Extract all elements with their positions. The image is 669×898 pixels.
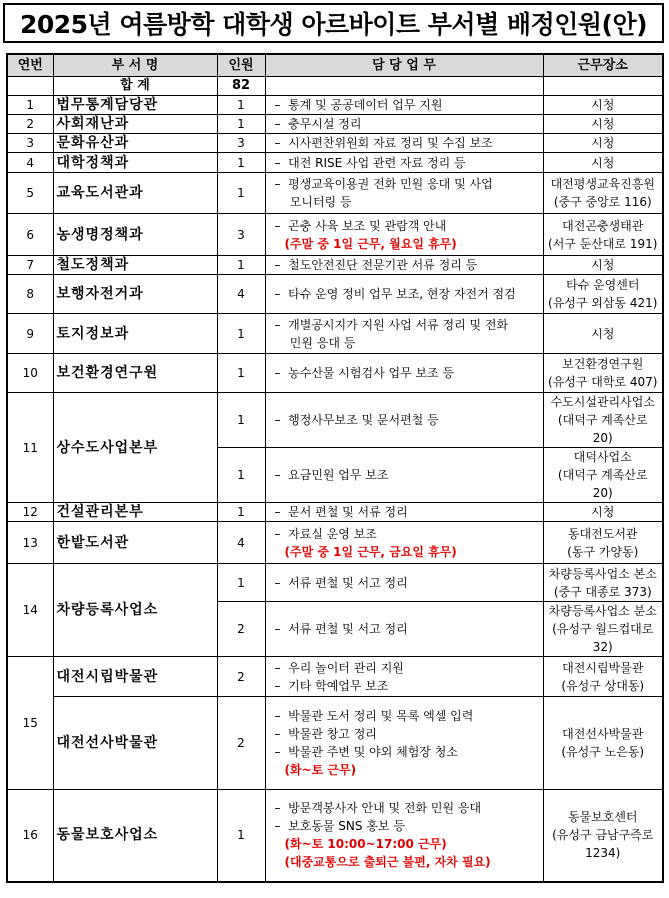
headcount: 1 (217, 564, 265, 602)
place-line: (대덕구 계족산로 20) (557, 413, 648, 445)
place-line: (유성구 외삼동 421) (548, 296, 658, 310)
duty-cell (265, 697, 543, 790)
duty-cell (265, 602, 543, 657)
headcount: 1 (217, 503, 265, 522)
row-number: 2 (7, 115, 53, 134)
dept-name: 사회재난과 (53, 115, 217, 134)
duty-line: – 기타 학예업무 보조 (274, 678, 389, 693)
table-row (7, 153, 663, 173)
work-place (543, 448, 663, 503)
work-place (543, 522, 663, 564)
place-line: (중구 중앙로 116) (553, 195, 652, 209)
place-line: 대전곤충생태관 (562, 218, 644, 233)
row-number: 6 (7, 214, 53, 256)
place-line: 차량등록사업소 본소 (548, 566, 657, 581)
dept-name: 철도정책과 (53, 256, 217, 275)
duty-line: – 통계 및 공공데이터 업무 지원 (274, 98, 443, 112)
duty-cell (265, 354, 543, 393)
table-row (7, 522, 663, 564)
table-row (7, 564, 663, 602)
header-duty: 담 당 업 무 (265, 54, 543, 77)
duty-line: – 타슈 운영 정비 업무 보조, 현장 자전거 점검 (274, 287, 516, 301)
page-title: 2025년 여름방학 대학생 아르바이트 부서별 배정인원(안) (3, 3, 664, 43)
dept-name: 상수도사업본부 (53, 393, 217, 503)
duty-cell (265, 503, 543, 522)
duty-cell (265, 173, 543, 214)
duty-line: – 박물관 창고 정리 (274, 727, 377, 741)
table-header-row (7, 54, 663, 77)
dept-name: 법무통계담당관 (53, 96, 217, 115)
place-line: 대전시립박물관 (562, 660, 644, 675)
place-line: (서구 둔산대로 191) (548, 236, 658, 251)
headcount: 1 (217, 256, 265, 275)
duty-note: (주말 중 1일 근무, 월요일 휴무) (284, 236, 457, 251)
duty-cell (265, 256, 543, 275)
duty-line: – 개별공시지가 지원 사업 서류 정리 및 전화 (274, 317, 509, 332)
dept-name: 차량등록사업소 (53, 564, 217, 657)
duty-cell (265, 96, 543, 115)
place-line: 시청 (591, 136, 615, 150)
place-line: (유성구 월드컵대로32) (552, 622, 654, 654)
duty-line: 민원 응대 등 (274, 335, 356, 350)
dept-name: 건설관리본부 (53, 503, 217, 522)
header-no: 연번 (7, 54, 53, 77)
place-line: (대덕구 계족산로 20) (557, 468, 648, 500)
duty-cell (265, 214, 543, 256)
place-line: (유성구 노은동) (561, 745, 645, 759)
place-line: 차량등록사업소 분소 (548, 604, 657, 618)
place-line: 시청 (591, 505, 615, 519)
place-line: 1234) (585, 846, 621, 861)
place-line: 동물보호센터 (567, 810, 638, 825)
headcount: 4 (217, 275, 265, 314)
duty-line: – 문서 편철 및 서류 정리 (274, 505, 408, 519)
duty-line: – 박물관 주변 및 야외 체험장 청소 (274, 745, 458, 759)
dept-name: 보건환경연구원 (53, 354, 217, 393)
duty-cell (265, 153, 543, 173)
row-number: 11 (7, 393, 53, 503)
work-place (543, 115, 663, 134)
work-place (543, 602, 663, 657)
row-number: 15 (7, 657, 53, 790)
table-row (7, 214, 663, 256)
duty-cell (265, 134, 543, 153)
header-place: 근무장소 (543, 54, 663, 77)
place-line: 대전선사박물관 (562, 727, 644, 741)
work-place (543, 657, 663, 697)
total-count: 82 (217, 77, 265, 96)
place-line: (유성구 상대동) (561, 678, 645, 693)
work-place (543, 503, 663, 522)
headcount: 3 (217, 134, 265, 153)
headcount: 3 (217, 214, 265, 256)
dept-name: 농생명정책과 (53, 214, 217, 256)
work-place (543, 393, 663, 448)
header-dept: 부 서 명 (53, 54, 217, 77)
work-place (543, 256, 663, 275)
duty-cell (265, 564, 543, 602)
duty-cell (265, 115, 543, 134)
duty-line: – 시사편찬위원회 자료 정리 및 수집 보조 (274, 136, 493, 150)
duty-line: – 보호동물 SNS 홍보 등 (274, 819, 405, 834)
total-row (7, 77, 663, 96)
duty-line: – 농수산물 시험검사 업무 보조 등 (274, 366, 455, 380)
assignment-table (6, 53, 664, 883)
place-line: 시청 (591, 258, 615, 272)
headcount: 2 (217, 602, 265, 657)
duty-line: – 자료실 운영 보조 (274, 526, 377, 541)
table-row (7, 393, 663, 448)
duty-line: – 서류 편철 및 서고 정리 (274, 622, 408, 636)
row-number: 4 (7, 153, 53, 173)
work-place (543, 214, 663, 256)
place-line: 대전평생교육진흥원 (550, 177, 655, 191)
row-number: 14 (7, 564, 53, 657)
dept-name: 대학정책과 (53, 153, 217, 173)
work-place (543, 153, 663, 173)
duty-line: – 요금민원 업무 보조 (274, 468, 389, 482)
row-number: 16 (7, 790, 53, 882)
work-place (543, 790, 663, 882)
place-line: (유성구 대학로 407) (548, 375, 658, 389)
place-line: 타슈 운영센터 (566, 278, 640, 292)
duty-cell (265, 448, 543, 503)
place-line: 시청 (591, 155, 615, 170)
headcount: 1 (217, 153, 265, 173)
row-number: 7 (7, 256, 53, 275)
work-place (543, 96, 663, 115)
row-number: 8 (7, 275, 53, 314)
place-line: 시청 (591, 326, 615, 341)
dept-name: 한밭도서관 (53, 522, 217, 564)
place-line: (중구 대종로 373) (553, 584, 652, 599)
headcount: 1 (217, 173, 265, 214)
row-number: 5 (7, 173, 53, 214)
work-place (543, 134, 663, 153)
duty-line: – 충무시설 정리 (274, 117, 362, 131)
work-place (543, 564, 663, 602)
duty-line: – 철도안전진단 전문기관 서류 정리 등 (274, 258, 478, 272)
duty-line: – 방문객봉사자 안내 및 전화 민원 응대 (274, 801, 482, 816)
headcount: 1 (217, 393, 265, 448)
table-row (7, 96, 663, 115)
headcount: 1 (217, 448, 265, 503)
row-number: 12 (7, 503, 53, 522)
table-row (7, 134, 663, 153)
work-place (543, 173, 663, 214)
dept-name: 교육도서관과 (53, 173, 217, 214)
row-number: 3 (7, 134, 53, 153)
table-row (7, 173, 663, 214)
row-number: 13 (7, 522, 53, 564)
duty-note: (대중교통으로 출퇴근 불편, 자차 필요) (284, 855, 491, 870)
place-line: 동대전도서관 (567, 526, 638, 541)
row-number: 1 (7, 96, 53, 115)
duty-line: – 행정사무보조 및 문서편철 등 (274, 413, 439, 427)
headcount: 2 (217, 697, 265, 790)
dept-name: 대전시립박물관 (53, 657, 217, 697)
place-line: 대덕사업소 (573, 450, 632, 464)
table-row (7, 657, 663, 697)
duty-line: – 서류 편철 및 서고 정리 (274, 575, 408, 590)
dept-name: 문화유산과 (53, 134, 217, 153)
duty-note: (화~토 근무) (284, 763, 357, 777)
duty-cell (265, 657, 543, 697)
place-line: 시청 (591, 117, 615, 131)
table-row (7, 115, 663, 134)
headcount: 1 (217, 314, 265, 354)
table-row (7, 354, 663, 393)
place-line: (동구 가양동) (567, 544, 639, 559)
dept-name: 동물보호사업소 (53, 790, 217, 882)
duty-line: – 평생교육이용권 전화 민원 응대 및 사업 (274, 177, 493, 191)
row-number: 9 (7, 314, 53, 354)
duty-cell (265, 275, 543, 314)
dept-name: 대전선사박물관 (53, 697, 217, 790)
row-number: 10 (7, 354, 53, 393)
work-place (543, 697, 663, 790)
place-line: 수도시설관리사업소 (550, 395, 655, 409)
total-label: 합 계 (53, 77, 217, 96)
dept-name: 보행자전거과 (53, 275, 217, 314)
dept-name: 토지정보과 (53, 314, 217, 354)
headcount: 4 (217, 522, 265, 564)
place-line: 시청 (591, 98, 615, 112)
work-place (543, 275, 663, 314)
headcount: 1 (217, 115, 265, 134)
duty-cell (265, 790, 543, 882)
duty-line: – 곤충 사육 보조 및 관람객 안내 (274, 218, 447, 233)
duty-cell (265, 393, 543, 448)
place-line: 보건환경연구원 (562, 357, 644, 371)
table-row (7, 314, 663, 354)
duty-cell (265, 522, 543, 564)
work-place (543, 354, 663, 393)
headcount: 2 (217, 657, 265, 697)
work-place (543, 314, 663, 354)
table-row (7, 697, 663, 790)
headcount: 1 (217, 96, 265, 115)
duty-line: – 우리 놀이터 관리 지원 (274, 660, 404, 675)
header-count: 인원 (217, 54, 265, 77)
table-row (7, 503, 663, 522)
headcount: 1 (217, 354, 265, 393)
duty-cell (265, 314, 543, 354)
table-row (7, 256, 663, 275)
duty-line: – 대전 RISE 사업 관련 자료 정리 등 (274, 155, 466, 170)
table-row (7, 275, 663, 314)
place-line: (유성구 금남구즉로 (552, 828, 654, 843)
duty-note: (주말 중 1일 근무, 금요일 휴무) (284, 544, 457, 559)
duty-line: 모니터링 등 (274, 195, 352, 209)
duty-note: (화~토 10:00~17:00 근무) (284, 837, 447, 852)
duty-line: – 박물관 도서 정리 및 목록 엑셀 입력 (274, 709, 474, 723)
table-row (7, 790, 663, 882)
headcount: 1 (217, 790, 265, 882)
